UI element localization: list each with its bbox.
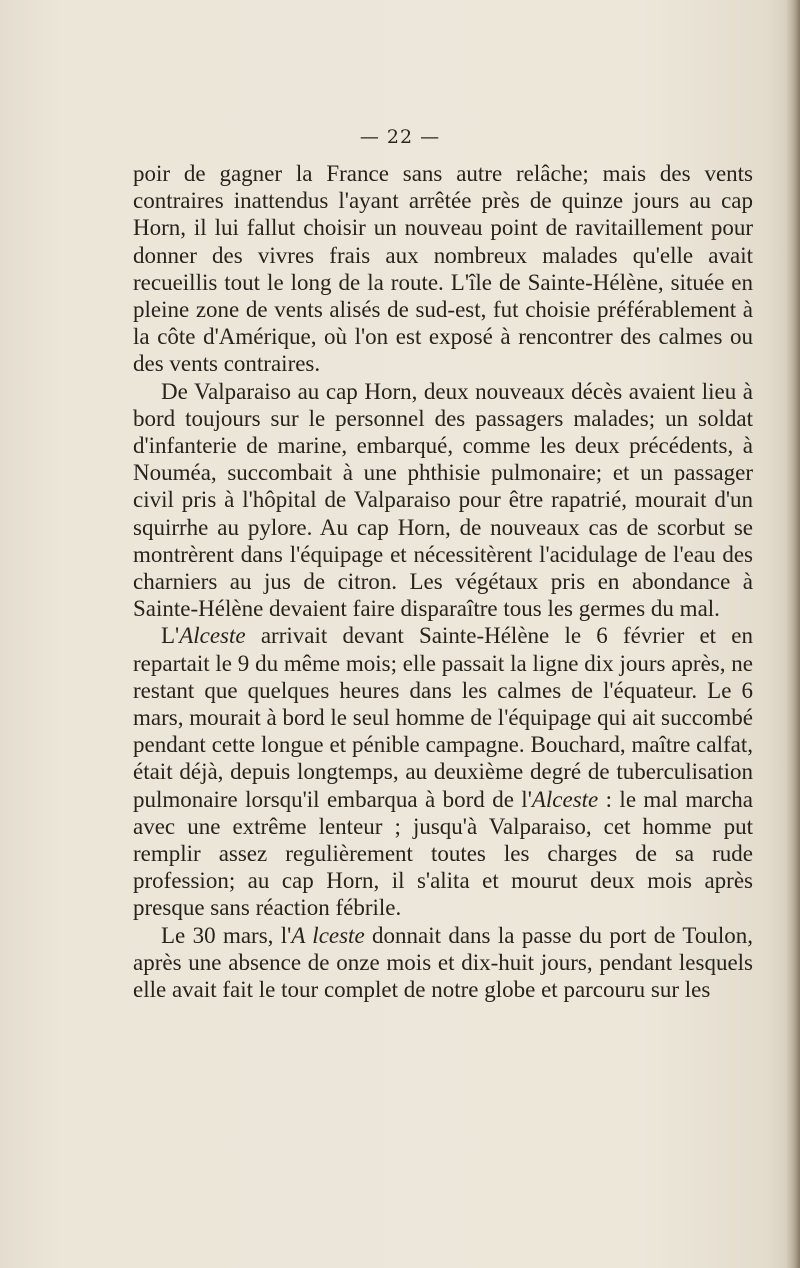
ship-name: Alceste [179, 623, 246, 649]
paragraph-1 [133, 160, 753, 378]
body-text [133, 160, 753, 1003]
paragraph-text: poir de gagner la France sans autre relâche; mais des vents contraires inattendus l'ayant arrêtée près de quinze jours au cap Horn, il lui fallut choisir un nouveau point de ravitaillement pour donner des vivres frais aux nombreux malades qu'elle avait recueillis tout le long de la route. L'île de Sainte-Hélène, située en pleine zone de vents alisés de sud-est, fut choisie préférablement à la côte d'Amérique, où l'on est exposé à rencontrer des calmes ou des vents contraires. [133, 161, 753, 377]
ship-name: A lceste [291, 922, 365, 948]
page-edge-shadow [786, 0, 800, 1268]
paragraph-text: : le mal marcha avec une extrême lenteur ; jusqu'à Valparaiso, cet homme put remplir assez regulièrement toutes les charges de sa rude profession; au cap Horn, il s'alita et mourut deux mois après presque sans réaction fébrile. [133, 786, 753, 921]
paragraph-3 [133, 622, 753, 921]
paragraph-text: Le 30 mars, l' [161, 922, 292, 948]
paragraph-4 [133, 922, 753, 1004]
page-number: — 22 — [359, 126, 441, 148]
paragraph-2 [133, 378, 753, 623]
paragraph-text: donnait dans la passe du port de Toulon, après une absence de onze mois et dix-huit jours, pendant lesquels elle avait fait le tour complet de notre globe et parcouru sur les [133, 922, 753, 1003]
paragraph-text: arrivait devant Sainte-Hélène le 6 février et en repartait le 9 du même mois; elle passait la ligne dix jours après, ne restant que quelques heures dans les calmes de l'équateur. Le 6 mars, mourait à bord le seul homme de l'équipage qui ait succombé pendant cette longue et pénible campagne. Bouchard, maître calfat, était déjà, depuis longtemps, au deuxième degré de tuberculisation pulmonaire lorsqu'il embarqua à bord de l' [133, 623, 753, 812]
paragraph-text: L' [161, 623, 180, 649]
ship-name: Alceste [531, 786, 599, 812]
paragraph-text: De Valparaiso au cap Horn, deux nouveaux décès avaient lieu à bord toujours sur le personnel des passagers malades; un soldat d'infanterie de marine, embarqué, comme les deux précédents, à Nouméa, succombait à une phthisie pulmonaire; et un passager civil pris à l'hôpital de Valparaiso pour être rapatrié, mourait d'un squirrhe au pylore. Au cap Horn, de nouveaux cas de scorbut se montrèrent dans l'équipage et nécessitèrent l'acidulage de l'eau des charniers au jus de citron. Les végétaux pris en abondance à Sainte-Hélène devaient faire disparaître tous les germes du mal. [133, 378, 753, 622]
